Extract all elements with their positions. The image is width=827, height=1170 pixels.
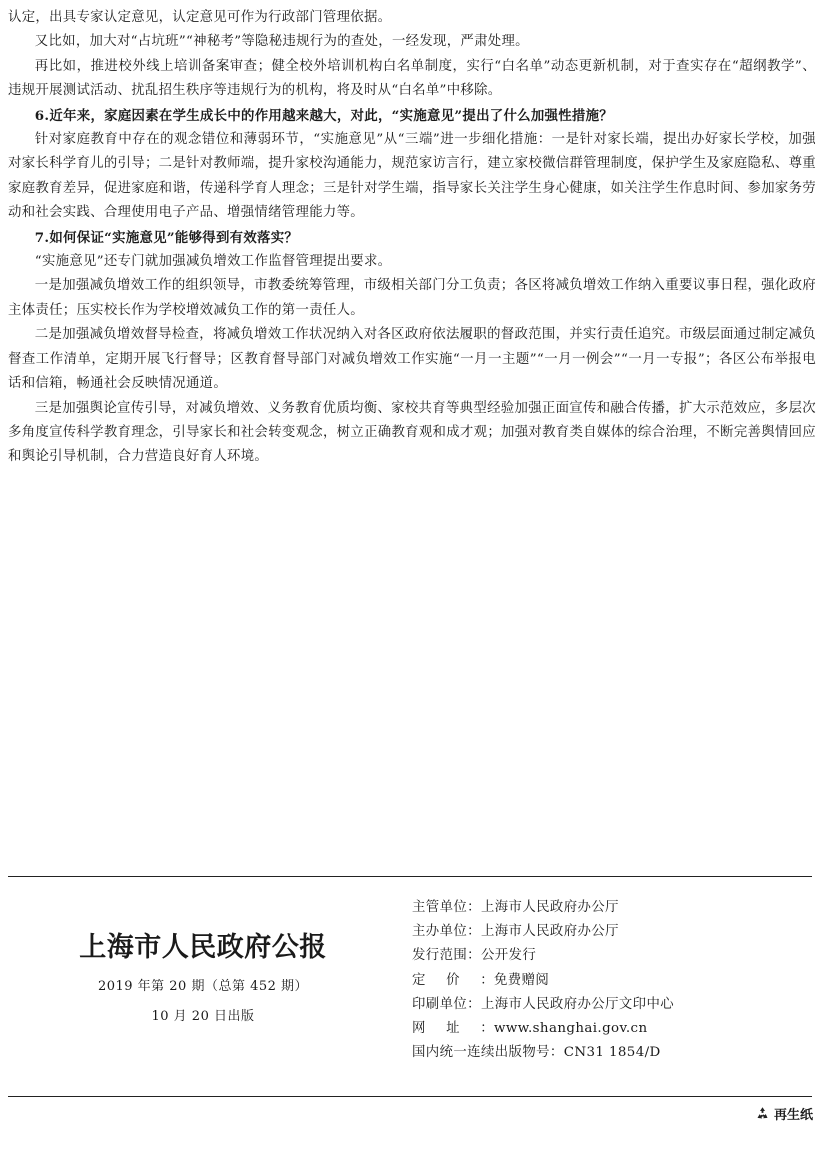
info-value: CN31 1854/D [563, 1045, 661, 1061]
info-value: 上海市人民政府办公厅 [480, 924, 619, 940]
info-row-website [412, 1017, 812, 1041]
info-row-price [412, 969, 812, 993]
recycled-paper-mark [755, 1104, 813, 1123]
article-paragraph: “实施意见”还专门就加强减负增效工作监督管理提出要求。 [34, 254, 392, 270]
question-heading: 7.如何保证“实施意见”能够得到有效落实？ [34, 229, 299, 246]
info-label: 发行范围： [412, 948, 481, 964]
article-paragraph: 三是加强舆论宣传引导，对减负增效、义务教育优质均衡、家校共育等典型经验加强正面宣传和融合传播，扩大示范效应，多层次多角度宣传科学教育理念，引导家长和社会转变观念，树立正确教育观和成才观；加强对教育类自媒体的综合治理，不断完善舆情回应和舆论引导机制，合力营造良好育人环境。 [8, 400, 816, 465]
recycled-paper-label: 再生纸 [773, 1108, 813, 1123]
article-paragraph: 二是加强减负增效督导检查，将减负增效工作状况纳入对各区政府依法履职的督政范围，并实行责任追究。市级层面通过制定减负督查工作清单，定期开展飞行督导；区教育督导部门对减负增效工作实施“一月一主题”“一月一例会”“一月一专报”；各区公布举报电话和信箱，畅通社会反映情况通道。 [8, 327, 816, 392]
colophon-top-rule [8, 876, 812, 877]
masthead [8, 930, 398, 1026]
article-paragraph: 认定，出具专家认定意见，认定意见可作为行政部门管理依据。 [8, 10, 392, 25]
info-value: www.shanghai.gov.cn [494, 1021, 648, 1037]
info-value: 上海市人民政府办公厅文印中心 [480, 996, 675, 1012]
info-label: 印刷单位： [412, 996, 481, 1012]
info-label: 国内统一连续出版物号： [412, 1045, 564, 1061]
publication-title: 上海市人民政府公报 [79, 932, 327, 963]
article-paragraph: 针对家庭教育中存在的观念错位和薄弱环节，“实施意见”从“三端”进一步细化措施：一是针对家长端，提出办好家长学校，加强对家长科学育儿的引导；二是针对教师端，提升家校沟通能力，规范家访言行，建立家校微信群管理制度，保护学生及家庭隐私、尊重家庭教育差异，促进家庭和谐，传递科学育人理念；三是针对学生端，指导家长关注学生身心健康，如关注学生作息时间、参加家务劳动和社会实践、合理使用电子产品、增强情绪管理能力等。 [8, 132, 816, 221]
info-value: 上海市人民政府办公厅 [480, 900, 619, 915]
info-row-serial-number [412, 1041, 812, 1065]
info-row-distribution [412, 944, 812, 968]
article-paragraph: 一是加强减负增效工作的组织领导，市教委统筹管理，市级相关部门分工负责；各区将减负增效工作纳入重要议事日程，强化政府主体责任；压实校长作为学校增效减负工作的第一责任人。 [8, 278, 816, 318]
question-heading: 6.近年来，家庭因素在学生成长中的作用越来越大，对此，“实施意见”提出了什么加强性措施？ [34, 107, 614, 124]
article-body [8, 6, 816, 470]
info-label: 主办单位： [412, 924, 481, 940]
colophon-bottom-rule [8, 1096, 812, 1097]
issue-number: 2019 年第 20 期（总第 452 期） [97, 979, 309, 994]
article-paragraph: 再比如，推进校外线上培训备案审查；健全校外培训机构白名单制度，实行“白名单”动态更新机制，对于查实存在“超纲教学”、违规开展测试活动、扰乱招生秩序等违规行为的机构，将及时从“白名单”中移除。 [8, 58, 816, 99]
article-paragraph: 又比如，加大对“占坑班”“神秘考”等隐秘违规行为的查处，一经发现，严肃处理。 [34, 34, 529, 50]
colophon-info [412, 896, 812, 1065]
publication-date: 10 月 20 日出版 [151, 1009, 255, 1024]
recycle-icon [755, 1106, 770, 1121]
info-row-sponsor [412, 920, 812, 944]
info-value: 公开发行 [480, 948, 537, 964]
info-label: 主管单位： [412, 900, 481, 915]
info-row-printer [412, 993, 812, 1017]
info-row-supervisor [412, 896, 812, 920]
info-value: 免费赠阅 [494, 972, 550, 988]
info-label: 网址： [412, 1021, 494, 1037]
info-label: 定价： [412, 972, 494, 988]
